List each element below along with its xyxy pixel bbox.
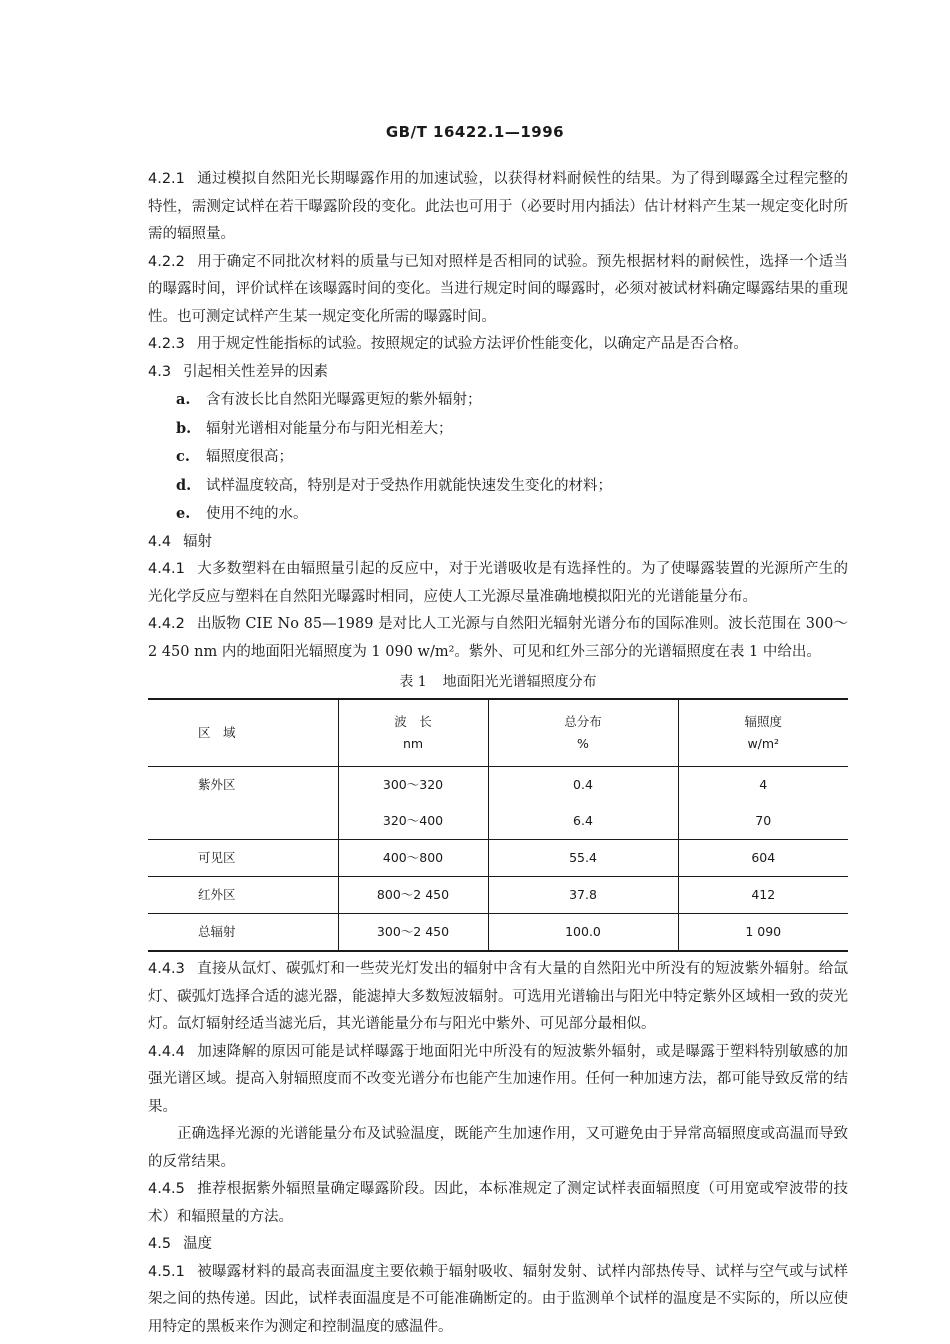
section-title: 温度: [183, 1236, 213, 1252]
section-heading-4-4: [148, 529, 848, 557]
table-row: [148, 914, 848, 952]
header-irradiance-label: 辐照度: [744, 714, 782, 729]
table-row: [148, 803, 848, 840]
paragraph-4-4-4: [148, 1039, 848, 1122]
cell-region: 红外区: [148, 877, 338, 914]
table-row: [148, 767, 848, 804]
table-row: [148, 877, 848, 914]
list-mark: e.: [176, 505, 191, 522]
list-item: [148, 500, 848, 529]
clause-number: 4.4: [148, 533, 172, 550]
paragraph-4-4-5: [148, 1176, 848, 1231]
clause-number: 4.4.5: [148, 1181, 185, 1197]
list-text: 含有波长比自然阳光曝露更短的紫外辐射；: [206, 392, 482, 408]
section-heading-4-5: [148, 1231, 848, 1259]
cell-wavelength: 800～2 450: [338, 877, 488, 914]
clause-number: 4.2.3: [148, 336, 185, 352]
paragraph-text: 直接从氙灯、碳弧灯和一些荧光灯发出的辐射中含有大量的自然阳光中所没有的短波紫外辐射。给氙灯、碳弧灯选择合适的滤光器，能滤掉大多数短波辐射。可选用光谱输出与阳光中特定紫外区域相一致的荧光灯。氙灯辐射经适当滤光后，其光谱能量分布与阳光中紫外、可见部分最相似。: [148, 961, 848, 1032]
cell-irradiance: 604: [678, 840, 848, 877]
clause-number: 4.4.4: [148, 1043, 185, 1060]
cell-wavelength: 300～2 450: [338, 914, 488, 952]
cell-distribution: 37.8: [488, 877, 678, 914]
cell-region: 紫外区: [198, 777, 236, 792]
cell-region: [148, 803, 338, 840]
paragraph-indented: 正确选择光源的光谱能量分布及试验温度，既能产生加速作用，又可避免由于异常高辐照度或高温而导致的反常结果。: [148, 1126, 848, 1170]
paragraph-text: 出版物 CIE No 85—1989 是对比人工光源与自然阳光辐射光谱分布的国际准则。波长范围在 300～2 450 nm 内的地面阳光辐照度为 1 090 w/m²。紫外、可见和红外三部分的光谱辐照度在表 1 中给出。: [148, 616, 848, 660]
table-number: 表 1: [399, 674, 427, 690]
clause-number: 4.2.1: [148, 171, 185, 187]
paragraph-4-4-3: [148, 956, 848, 1039]
list-text: 试样温度较高，特别是对于受热作用就能快速发生变化的材料；: [206, 477, 612, 494]
list-item: [148, 443, 848, 472]
table-caption: [148, 672, 848, 692]
header-distribution: [488, 699, 678, 767]
paragraph-text: 大多数塑料在由辐照量引起的反应中，对于光谱吸收是有选择性的。为了使曝露装置的光源所产生的光化学反应与塑料在自然阳光曝露时相同，应使人工光源尽量准确地模拟阳光的光谱能量分布。: [148, 561, 848, 605]
table-row: [148, 840, 848, 877]
clause-number: 4.3: [148, 363, 172, 380]
cell-distribution: 55.4: [488, 840, 678, 877]
paragraph-text: 加速降解的原因可能是试样曝露于地面阳光中所没有的短波紫外辐射，或是曝露于塑料特别敏感的加强光谱区域。提高入射辐照度而不改变光谱分布也能产生加速作用。任何一种加速方法，都可能导致反常的结果。: [148, 1043, 848, 1115]
list-mark: c.: [176, 448, 190, 465]
paragraph-text: 用于确定不同批次材料的质量与已知对照样是否相同的试验。预先根据材料的耐候性，选择一个适当的曝露时间，评价试样在该曝露时间的变化。当进行规定时间的曝露时，必须对被试材料确定曝露结果的重现性。也可测定试样产生某一规定变化所需的曝露时间。: [148, 253, 848, 325]
paragraph-4-2-1: [148, 166, 848, 249]
cell-distribution: 6.4: [488, 803, 678, 840]
cell-wavelength: 320～400: [338, 803, 488, 840]
section-heading-4-3: [148, 359, 848, 387]
list-text: 使用不纯的水。: [206, 506, 308, 522]
paragraph-text: 被曝露材料的最高表面温度主要依赖于辐射吸收、辐射发射、试样内部热传导、试样与空气或与试样架之间的热传递。因此，试样表面温度是不可能准确断定的。由于监测单个试样的温度是不实际的，所以应使用特定的黑板来作为测定和控制温度的感温件。: [148, 1263, 848, 1335]
irradiance-table: [148, 698, 848, 952]
header-region: 区 域: [148, 699, 338, 767]
clause-number: 4.4.2: [148, 616, 185, 632]
table-title: 地面阳光光谱辐照度分布: [442, 674, 597, 690]
cell-irradiance: 412: [678, 877, 848, 914]
paragraph-text: 通过模拟自然阳光长期曝露作用的加速试验，以获得材料耐候性的结果。为了得到曝露全过程完整的特性，需测定试样在若干曝露阶段的变化。此法也可用于（必要时用内插法）估计材料产生某一规定变化时所需的辐照量。: [148, 171, 848, 242]
header-irradiance-unit: w/m²: [747, 736, 780, 751]
clause-number: 4.4.1: [148, 561, 185, 577]
cell-wavelength: 300～320: [338, 767, 488, 804]
paragraph-4-4-1: [148, 556, 848, 611]
clause-number: 4.5.1: [148, 1263, 185, 1280]
cell-wavelength: 400～800: [338, 840, 488, 877]
document-body: [148, 166, 848, 1341]
cell-irradiance: 70: [678, 803, 848, 840]
cell-distribution: 0.4: [488, 767, 678, 804]
list-item: [148, 386, 848, 415]
section-title: 辐射: [183, 533, 213, 550]
paragraph-text: 推荐根据紫外辐照量确定曝露阶段。因此，本标准规定了测定试样表面辐照度（可用宽或窄波带的技术）和辐照量的方法。: [148, 1181, 848, 1225]
table-header-row: [148, 699, 848, 767]
list-text: 辐射光谱相对能量分布与阳光相差大；: [206, 420, 453, 437]
list-item: [148, 472, 848, 501]
header-distribution-label: 总分布: [564, 714, 602, 729]
list-mark: a.: [176, 391, 191, 408]
cell-region: 总辐射: [148, 914, 338, 952]
paragraph-4-2-3: [148, 331, 848, 359]
header-wavelength: [338, 699, 488, 767]
clause-number: 4.4.3: [148, 961, 185, 977]
cell-irradiance: 1 090: [678, 914, 848, 952]
list-item: [148, 415, 848, 444]
cell-region: 可见区: [148, 840, 338, 877]
list-mark: b.: [176, 419, 192, 437]
paragraph-text: 用于规定性能指标的试验。按照规定的试验方法评价性能变化，以确定产品是否合格。: [196, 336, 748, 352]
list-text: 辐照度很高；: [206, 449, 293, 465]
clause-number: 4.2.2: [148, 253, 185, 270]
header-wavelength-label: 波 长: [394, 714, 432, 729]
header-wavelength-unit: nm: [402, 736, 424, 751]
header-irradiance: [678, 699, 848, 767]
cell-irradiance: 4: [678, 767, 848, 804]
clause-number: 4.5: [148, 1236, 172, 1252]
header-distribution-unit: %: [577, 736, 589, 751]
paragraph-4-4-2: [148, 611, 848, 666]
paragraph-4-2-2: [148, 249, 848, 332]
document-header: GB/T 16422.1—1996: [385, 123, 565, 141]
section-title: 引起相关性差异的因素: [183, 363, 329, 380]
list-mark: d.: [176, 476, 192, 494]
paragraph-4-5-1: [148, 1259, 848, 1342]
cell-distribution: 100.0: [488, 914, 678, 952]
